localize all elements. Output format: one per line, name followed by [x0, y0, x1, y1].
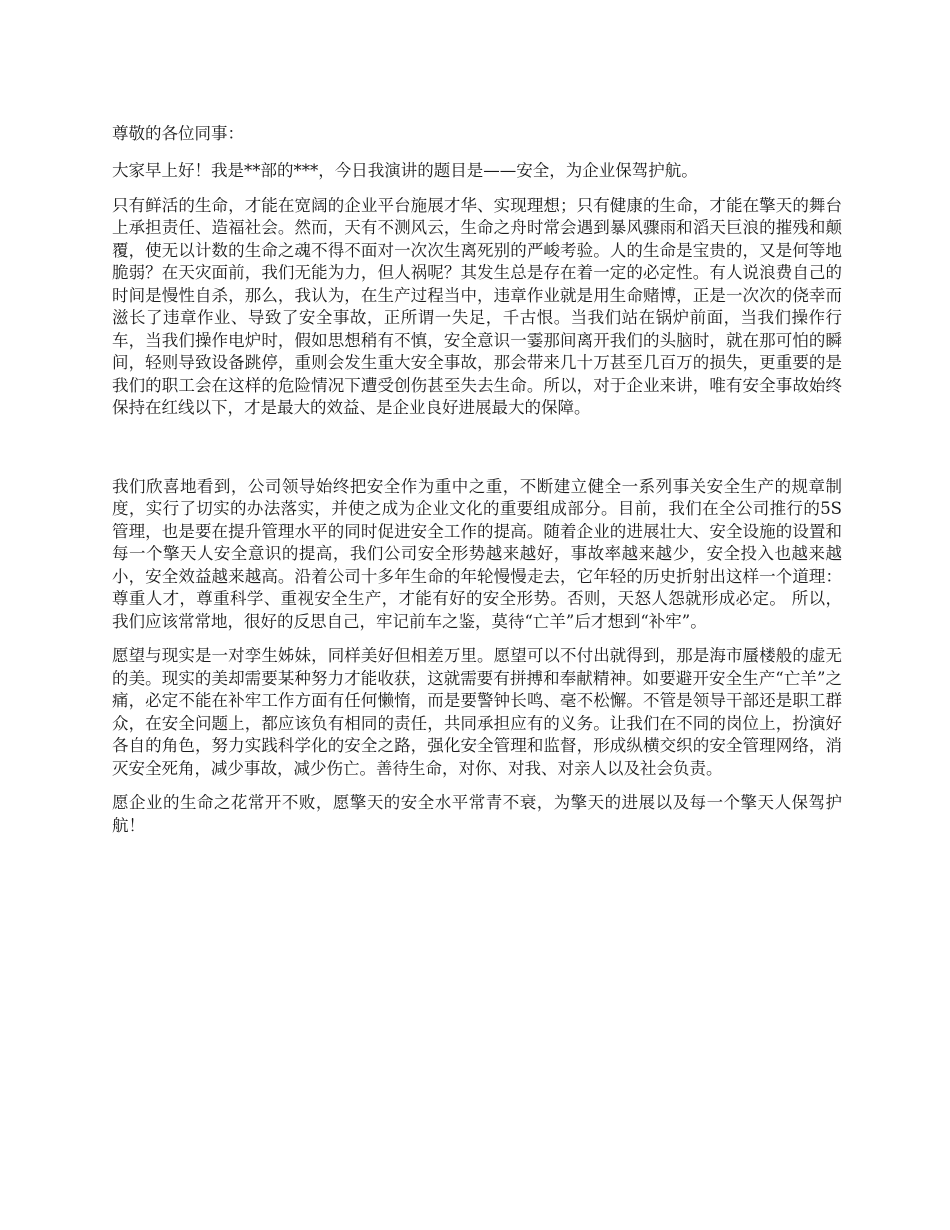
- document-page: [112, 122, 842, 849]
- paragraph-wish-reality: 愿望与现实是一对孪生姊妹，同样美好但相差万里。愿望可以不付出就得到，那是海市蜃楼般的虚无的美。现实的美却需要某种努力才能收获，这就需要有拼搏和奉献精神。如要避开安全生产“亡羊”之痛，必定不能在补牢工作方面有任何懒惰，而是要警钟长鸣、毫不松懈。不管是领导干部还是职工群众，在安全问题上，都应该负有相同的责任，共同承担应有的义务。让我们在不同的岗位上，扮演好各自的角色，努力实践科学化的安全之路，强化安全管理和监督，形成纵横交织的安全管理网络，消灭安全死角，减少事故，减少伤亡。善待生命，对你、对我、对亲人以及社会负责。: [112, 646, 842, 778]
- salutation: 尊敬的各位同事：: [112, 124, 244, 143]
- paragraph-closing: 愿企业的生命之花常开不败，愿擎天的安全水平常青不衰，为擎天的进展以及每一个擎天人保驾护航！: [112, 793, 842, 835]
- paragraph-company-safety: 我们欣喜地看到，公司领导始终把安全作为重中之重，不断建立健全一系列事关安全生产的规章制度，实行了切实的办法落实，并使之成为企业文化的重要组成部分。目前，我们在全公司推行的5S管理，也是要在提升管理水平的同时促进安全工作的提高。随着企业的进展壮大、安全设施的设置和每一个擎天人安全意识的提高，我们公司安全形势越来越好，事故率越来越少，安全投入也越来越小，安全效益越来越高。沿着公司十多年生命的年轮慢慢走去，它年轻的历史折射出这样一个道理：尊重人才，尊重科学、重视安全生产，才能有好的安全形势。否则，天怒人怨就形成必定。 所以，我们应该常常地，很好的反思自己，牢记前车之鉴，莫待“亡羊”后才想到“补牢”。: [112, 476, 842, 631]
- paragraph-opening: 大家早上好！我是**部的***，今日我演讲的题目是——安全，为企业保驾护航。: [112, 161, 698, 180]
- paragraph-life: 只有鲜活的生命，才能在宽阔的企业平台施展才华、实现理想；只有健康的生命，才能在擎天的舞台上承担责任、造福社会。然而，天有不测风云，生命之舟时常会遇到暴风骤雨和滔天巨浪的摧残和颠覆，使无以计数的生命之魂不得不面对一次次生离死别的严峻考验。人的生命是宝贵的，又是何等地脆弱？在天灾面前，我们无能为力，但人祸呢？其发生总是存在着一定的必定性。有人说浪费自己的时间是慢性自杀，那么，我认为，在生产过程当中，违章作业就是用生命赌博，正是一次次的侥幸而滋长了违章作业、导致了安全事故，正所谓一失足，千古恨。当我们站在锅炉前面，当我们操作行车，当我们操作电炉时，假如思想稍有不慎，安全意识一霎那间离开我们的头脑时，就在那可怕的瞬间，轻则导致设备跳停，重则会发生重大安全事故，那会带来几十万甚至几百万的损失，更重要的是我们的职工会在这样的危险情况下遭受创伤甚至失去生命。所以，对于企业来讲，唯有安全事故始终保持在红线以下，才是最大的效益、是企业良好进展最大的保障。: [112, 195, 842, 417]
